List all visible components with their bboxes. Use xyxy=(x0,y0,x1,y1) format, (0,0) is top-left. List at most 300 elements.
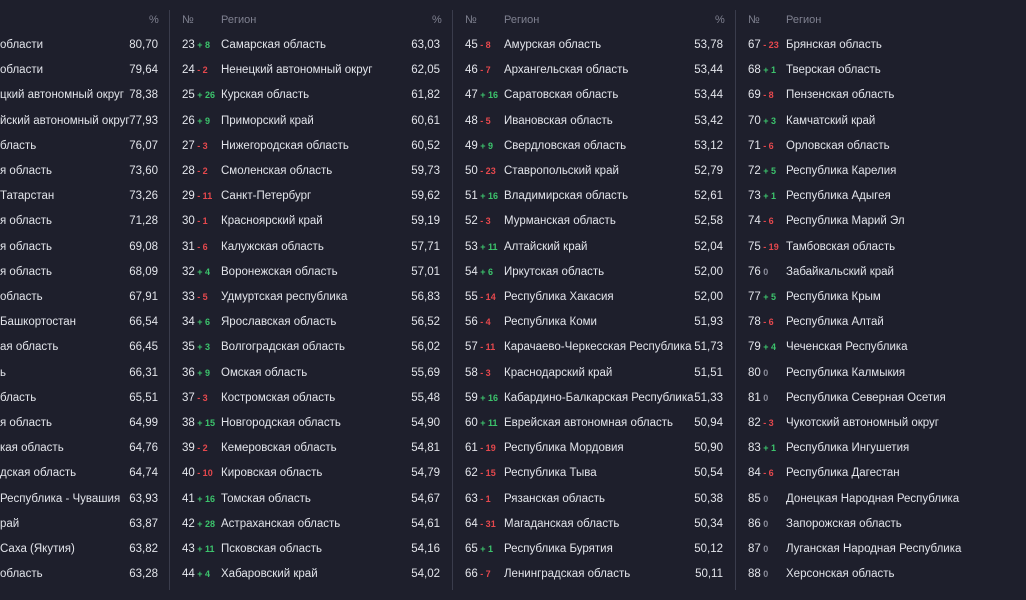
region-rank: 32 xyxy=(182,265,195,278)
table-row[interactable] xyxy=(736,209,905,234)
table-row[interactable] xyxy=(736,235,900,260)
region-rank: 70 xyxy=(748,114,761,127)
region-rank: 74 xyxy=(748,215,761,228)
region-rank: 79 xyxy=(748,341,761,354)
region-header: Регион xyxy=(221,14,257,26)
region-name: Башкортостан xyxy=(0,316,77,329)
region-rank: 28 xyxy=(182,165,195,177)
table-row[interactable] xyxy=(736,285,900,310)
region-name: Брянская область xyxy=(786,39,882,51)
table-row[interactable] xyxy=(736,33,900,58)
region-rank: 72 xyxy=(748,165,761,177)
region-name: Татарстан xyxy=(0,190,55,203)
table-row[interactable] xyxy=(0,386,168,411)
region-name: Нижегородская область xyxy=(221,139,349,152)
region-pct: 63,87 xyxy=(129,517,158,530)
rank-change: + 6 xyxy=(197,317,210,328)
table-row[interactable] xyxy=(0,184,168,209)
region-name: Республика Крым xyxy=(786,291,881,303)
rank-change: - 3 xyxy=(197,140,208,151)
table-row[interactable] xyxy=(170,109,453,134)
rank-change: - 1 xyxy=(480,493,491,504)
table-row[interactable] xyxy=(0,235,168,260)
table-row[interactable] xyxy=(0,83,168,108)
region-rank: 68 xyxy=(748,64,761,77)
table-row[interactable] xyxy=(170,184,453,209)
region-rank: 75 xyxy=(748,240,761,253)
region-rank: 58 xyxy=(465,366,478,379)
region-name: Чукотский автономный округ xyxy=(786,417,939,429)
region-rank: 84 xyxy=(748,467,761,480)
region-name: Республика Бурятия xyxy=(504,543,613,555)
region-name: цкий автономный округ xyxy=(0,89,124,102)
region-rank: 85 xyxy=(748,492,761,505)
table-row[interactable] xyxy=(0,436,168,461)
region-rank: 59 xyxy=(465,391,478,404)
region-rank: 69 xyxy=(748,89,761,102)
rank-change: - 6 xyxy=(763,216,774,227)
region-name: Херсонская область xyxy=(786,568,895,581)
region-rank: 67 xyxy=(748,39,761,51)
table-row[interactable] xyxy=(0,411,168,436)
rank-change: - 3 xyxy=(480,367,491,378)
rank-change: - 23 xyxy=(480,166,496,176)
region-pct: 54,67 xyxy=(411,492,440,505)
table-row[interactable] xyxy=(170,209,453,234)
region-pct: 53,78 xyxy=(694,39,723,51)
region-name: Кабардино-Балкарская Республика xyxy=(504,391,694,404)
ranking-column-3 xyxy=(453,0,736,600)
region-rank: 60 xyxy=(465,417,478,429)
region-rank: 40 xyxy=(182,467,195,480)
region-rank: 71 xyxy=(748,139,761,152)
region-name: Ивановская область xyxy=(504,114,613,127)
region-rank: 81 xyxy=(748,391,761,404)
region-rank: 65 xyxy=(465,543,478,555)
region-name: Санкт-Петербург xyxy=(221,190,312,203)
region-pct: 53,12 xyxy=(694,139,723,152)
region-rank: 80 xyxy=(748,366,761,379)
region-pct: 60,52 xyxy=(411,139,440,152)
region-pct: 51,33 xyxy=(694,391,723,404)
region-name: Алтайский край xyxy=(504,240,588,253)
region-name: Волгоградская область xyxy=(221,341,345,354)
region-name: Донецкая Народная Республика xyxy=(786,492,960,505)
table-row[interactable] xyxy=(170,335,453,360)
region-pct: 71,28 xyxy=(129,215,158,228)
table-row[interactable] xyxy=(170,537,453,562)
region-name: Орловская область xyxy=(786,139,890,152)
region-name: Амурская область xyxy=(504,39,602,51)
rank-change: + 5 xyxy=(763,166,776,176)
table-row[interactable] xyxy=(453,184,736,209)
region-name: я область xyxy=(0,417,53,429)
rank-change: + 9 xyxy=(480,140,493,151)
rank-change: - 5 xyxy=(480,115,491,126)
region-pct: 59,19 xyxy=(411,215,440,228)
region-header: Регион xyxy=(786,14,822,26)
table-row[interactable] xyxy=(736,361,906,386)
table-row[interactable] xyxy=(0,285,168,310)
rank-change: + 11 xyxy=(480,418,498,428)
region-pct: 67,91 xyxy=(129,291,158,303)
region-rank: 49 xyxy=(465,139,478,152)
region-name: Магаданская область xyxy=(504,517,620,530)
table-row[interactable] xyxy=(736,184,900,209)
region-rank: 43 xyxy=(182,543,195,555)
region-pct: 63,93 xyxy=(129,492,158,505)
table-row[interactable] xyxy=(0,487,168,512)
region-rank: 54 xyxy=(465,265,478,278)
rank-change: + 4 xyxy=(197,266,210,277)
table-row[interactable] xyxy=(0,33,168,58)
region-rank: 37 xyxy=(182,391,195,404)
region-name: Республика Коми xyxy=(504,316,597,329)
rank-change: - 15 xyxy=(480,468,496,479)
table-row[interactable] xyxy=(453,209,736,234)
region-pct: 80,70 xyxy=(129,39,158,51)
region-pct: 54,90 xyxy=(411,417,440,429)
region-name: область xyxy=(0,568,43,581)
region-name: кая область xyxy=(0,442,64,455)
table-row[interactable] xyxy=(170,512,453,537)
table-row[interactable] xyxy=(0,58,168,83)
region-name: Карачаево-Черкесская Республика xyxy=(504,341,692,354)
region-name: Луганская Народная Республика xyxy=(786,543,962,555)
region-name: Томская область xyxy=(221,492,311,505)
region-rank: 78 xyxy=(748,316,761,329)
region-pct: 63,82 xyxy=(129,543,158,555)
rank-change: + 1 xyxy=(480,544,493,554)
region-pct: 59,73 xyxy=(411,165,440,177)
rank-change: - 8 xyxy=(480,40,491,50)
table-row[interactable] xyxy=(170,386,453,411)
region-pct: 61,82 xyxy=(411,89,440,102)
rank-change: - 1 xyxy=(197,216,208,227)
region-rank: 62 xyxy=(465,467,478,480)
rank-change: + 16 xyxy=(480,392,498,403)
region-rank: 41 xyxy=(182,492,195,505)
table-row[interactable] xyxy=(170,461,453,486)
region-pct: 52,00 xyxy=(694,291,723,303)
table-row[interactable] xyxy=(453,361,736,386)
table-row[interactable] xyxy=(0,310,168,335)
region-pct: 50,34 xyxy=(694,517,723,530)
rank-change: + 1 xyxy=(763,443,776,454)
rank-change: + 5 xyxy=(763,292,776,302)
region-name: Ненецкий автономный округ xyxy=(221,64,373,77)
region-name: области xyxy=(0,39,44,51)
table-row[interactable] xyxy=(170,285,453,310)
region-name: область xyxy=(0,291,43,303)
rank-change: + 26 xyxy=(197,90,215,101)
region-pct: 63,03 xyxy=(411,39,440,51)
table-row[interactable] xyxy=(170,134,453,159)
table-row[interactable] xyxy=(736,310,900,335)
table-row[interactable] xyxy=(453,159,736,184)
region-pct: 73,26 xyxy=(129,190,158,203)
table-row[interactable] xyxy=(0,562,168,587)
region-pct: 56,02 xyxy=(411,341,440,354)
region-rank: 87 xyxy=(748,543,761,555)
table-row[interactable] xyxy=(0,361,168,386)
rank-change: - 10 xyxy=(197,468,213,479)
rank-change: + 16 xyxy=(480,191,498,202)
rank-change: + 11 xyxy=(197,544,215,554)
pct-header: % xyxy=(149,14,159,26)
table-row[interactable] xyxy=(0,335,168,360)
region-name: Воронежская область xyxy=(221,265,338,278)
region-rank: 64 xyxy=(465,517,478,530)
rank-change: 0 xyxy=(763,392,769,403)
table-row[interactable] xyxy=(453,235,736,260)
rank-change: - 23 xyxy=(763,40,779,50)
rank-change: + 3 xyxy=(197,342,210,353)
table-row[interactable] xyxy=(736,512,900,537)
region-rank: 36 xyxy=(182,366,195,379)
rank-change: + 15 xyxy=(197,418,215,428)
region-rank: 39 xyxy=(182,442,195,455)
table-row[interactable] xyxy=(453,537,736,562)
table-row[interactable] xyxy=(736,537,962,562)
region-name: Республика Северная Осетия xyxy=(786,391,946,404)
table-row[interactable] xyxy=(736,134,900,159)
region-name: Калужская область xyxy=(221,240,324,253)
rank-change: 0 xyxy=(763,266,769,277)
region-name: я область xyxy=(0,215,53,228)
region-rank: 29 xyxy=(182,190,195,203)
pct-header: % xyxy=(715,14,725,26)
region-name: Красноярский край xyxy=(221,215,323,228)
region-name: Республика Ингушетия xyxy=(786,442,910,455)
region-name: Владимирская область xyxy=(504,190,629,203)
region-pct: 56,52 xyxy=(411,316,440,329)
table-row[interactable] xyxy=(736,461,900,486)
region-name: Ярославская область xyxy=(221,316,337,329)
rank-change: - 31 xyxy=(480,518,496,529)
table-row[interactable] xyxy=(736,83,900,108)
rank-change: 0 xyxy=(763,544,769,554)
rank-change: + 3 xyxy=(763,115,776,126)
rank-change: - 7 xyxy=(480,65,491,76)
rank-change: - 2 xyxy=(197,166,208,176)
table-row[interactable] xyxy=(453,58,736,83)
table-row[interactable] xyxy=(170,33,453,58)
table-row[interactable] xyxy=(736,58,900,83)
region-name: Республика Алтай xyxy=(786,316,884,329)
table-row[interactable] xyxy=(453,310,736,335)
region-rank: 66 xyxy=(465,568,478,581)
table-row[interactable] xyxy=(736,159,900,184)
table-row[interactable] xyxy=(453,411,736,436)
region-name: Хабаровский край xyxy=(221,568,318,581)
table-row[interactable] xyxy=(170,159,453,184)
region-pct: 77,93 xyxy=(129,114,158,127)
region-pct: 64,74 xyxy=(129,467,158,480)
region-name: Кировская область xyxy=(221,467,323,480)
region-pct: 59,62 xyxy=(411,190,440,203)
table-row[interactable] xyxy=(736,411,939,436)
region-pct: 52,04 xyxy=(694,240,723,253)
region-rank: 77 xyxy=(748,291,761,303)
region-rank: 83 xyxy=(748,442,761,455)
rank-change: - 3 xyxy=(480,216,491,227)
table-row[interactable] xyxy=(736,487,960,512)
rank-change: + 16 xyxy=(480,90,498,101)
region-rank: 30 xyxy=(182,215,195,228)
region-name: Ставропольский край xyxy=(504,165,619,177)
ranking-column-2 xyxy=(170,0,453,600)
region-rank: 26 xyxy=(182,114,195,127)
table-row[interactable] xyxy=(453,386,736,411)
region-name: Чеченская Республика xyxy=(786,341,908,354)
region-pct: 54,02 xyxy=(411,568,440,581)
region-pct: 52,61 xyxy=(694,190,723,203)
table-row[interactable] xyxy=(453,335,736,360)
table-row[interactable] xyxy=(453,109,736,134)
region-pct: 55,69 xyxy=(411,366,440,379)
num-header: № xyxy=(465,14,477,26)
region-pct: 50,54 xyxy=(694,467,723,480)
region-pct: 78,38 xyxy=(129,89,158,102)
region-rank: 25 xyxy=(182,89,195,102)
rank-change: - 6 xyxy=(197,241,208,252)
rank-change: 0 xyxy=(763,569,769,580)
table-row[interactable] xyxy=(170,436,453,461)
table-row[interactable] xyxy=(453,512,736,537)
region-pct: 63,28 xyxy=(129,568,158,581)
region-name: Республика Марий Эл xyxy=(786,215,905,228)
region-name: Забайкальский край xyxy=(786,265,894,278)
region-name: Омская область xyxy=(221,366,308,379)
rank-change: + 1 xyxy=(763,65,776,76)
region-header: Регион xyxy=(504,14,540,26)
rank-change: + 11 xyxy=(480,241,498,252)
region-pct: 50,38 xyxy=(694,492,723,505)
region-rank: 48 xyxy=(465,114,478,127)
rank-change: - 19 xyxy=(763,241,779,252)
region-name: ая область xyxy=(0,341,59,354)
table-row[interactable] xyxy=(0,159,168,184)
rank-change: + 6 xyxy=(480,266,493,277)
region-rank: 73 xyxy=(748,190,761,203)
table-row[interactable] xyxy=(170,58,453,83)
region-name: Приморский край xyxy=(221,114,314,127)
region-name: Новгородская область xyxy=(221,417,341,429)
table-row[interactable] xyxy=(170,411,453,436)
rank-change: - 3 xyxy=(197,392,208,403)
rank-change: + 1 xyxy=(763,191,776,202)
region-name: я область xyxy=(0,265,53,278)
rank-change: + 8 xyxy=(197,40,210,50)
table-row[interactable] xyxy=(736,386,946,411)
region-name: Костромская область xyxy=(221,391,336,404)
region-name: Кемеровская область xyxy=(221,442,337,455)
table-row[interactable] xyxy=(0,134,168,159)
table-row[interactable] xyxy=(0,461,168,486)
region-pct: 52,00 xyxy=(694,265,723,278)
table-row[interactable] xyxy=(453,33,736,58)
region-pct: 76,07 xyxy=(129,139,158,152)
table-row[interactable] xyxy=(0,512,168,537)
region-pct: 57,71 xyxy=(411,240,440,253)
table-row[interactable] xyxy=(736,562,900,587)
region-rank: 61 xyxy=(465,442,478,455)
region-name: Смоленская область xyxy=(221,165,333,177)
table-row[interactable] xyxy=(170,260,453,285)
table-row[interactable] xyxy=(453,562,736,587)
region-pct: 66,45 xyxy=(129,341,158,354)
region-pct: 50,90 xyxy=(694,442,723,455)
table-row[interactable] xyxy=(736,335,908,360)
table-row[interactable] xyxy=(453,83,736,108)
table-row[interactable] xyxy=(170,235,453,260)
table-row[interactable] xyxy=(170,310,453,335)
region-rank: 76 xyxy=(748,265,761,278)
region-pct: 53,44 xyxy=(694,89,723,102)
table-row[interactable] xyxy=(0,260,168,285)
region-rank: 24 xyxy=(182,64,195,77)
table-row[interactable] xyxy=(170,361,453,386)
region-pct: 51,93 xyxy=(694,316,723,329)
region-name: Архангельская область xyxy=(504,64,629,77)
rank-change: + 9 xyxy=(197,367,210,378)
table-row[interactable] xyxy=(453,487,736,512)
table-row[interactable] xyxy=(736,436,910,461)
region-name: Ленинградская область xyxy=(504,568,631,581)
table-row[interactable] xyxy=(0,537,168,562)
region-name: я область xyxy=(0,240,53,253)
region-rank: 88 xyxy=(748,568,761,581)
table-row[interactable] xyxy=(453,461,736,486)
table-row[interactable] xyxy=(453,260,736,285)
region-pct: 50,11 xyxy=(695,568,723,581)
table-row[interactable] xyxy=(170,83,453,108)
region-name: Саха (Якутия) xyxy=(0,543,75,555)
region-name: Самарская область xyxy=(221,39,326,51)
table-row[interactable] xyxy=(170,562,453,587)
region-name: Псковская область xyxy=(221,543,322,555)
rank-change: 0 xyxy=(763,493,769,504)
region-rank: 50 xyxy=(465,165,478,177)
rank-change: - 5 xyxy=(197,292,208,302)
rank-change: - 6 xyxy=(763,468,774,479)
table-row[interactable] xyxy=(0,109,168,134)
table-row[interactable] xyxy=(453,436,736,461)
table-row[interactable] xyxy=(170,487,453,512)
region-pct: 54,16 xyxy=(411,543,440,555)
region-rank: 34 xyxy=(182,316,195,329)
region-pct: 60,61 xyxy=(411,114,440,127)
region-name: Пензенская область xyxy=(786,89,895,102)
table-row[interactable] xyxy=(736,109,900,134)
rank-change: - 3 xyxy=(763,418,774,428)
rank-change: - 14 xyxy=(480,292,496,302)
rank-change: + 4 xyxy=(197,569,210,580)
table-row[interactable] xyxy=(453,285,736,310)
rank-change: + 9 xyxy=(197,115,210,126)
region-pct: 53,44 xyxy=(694,64,723,77)
rank-change: 0 xyxy=(763,518,769,529)
table-row[interactable] xyxy=(453,134,736,159)
region-rank: 27 xyxy=(182,139,195,152)
rank-change: + 4 xyxy=(763,342,776,353)
rank-change: - 2 xyxy=(197,65,208,76)
table-row[interactable] xyxy=(0,209,168,234)
region-name: Курская область xyxy=(221,89,310,102)
region-name: дская область xyxy=(0,467,77,480)
table-row[interactable] xyxy=(736,260,900,285)
